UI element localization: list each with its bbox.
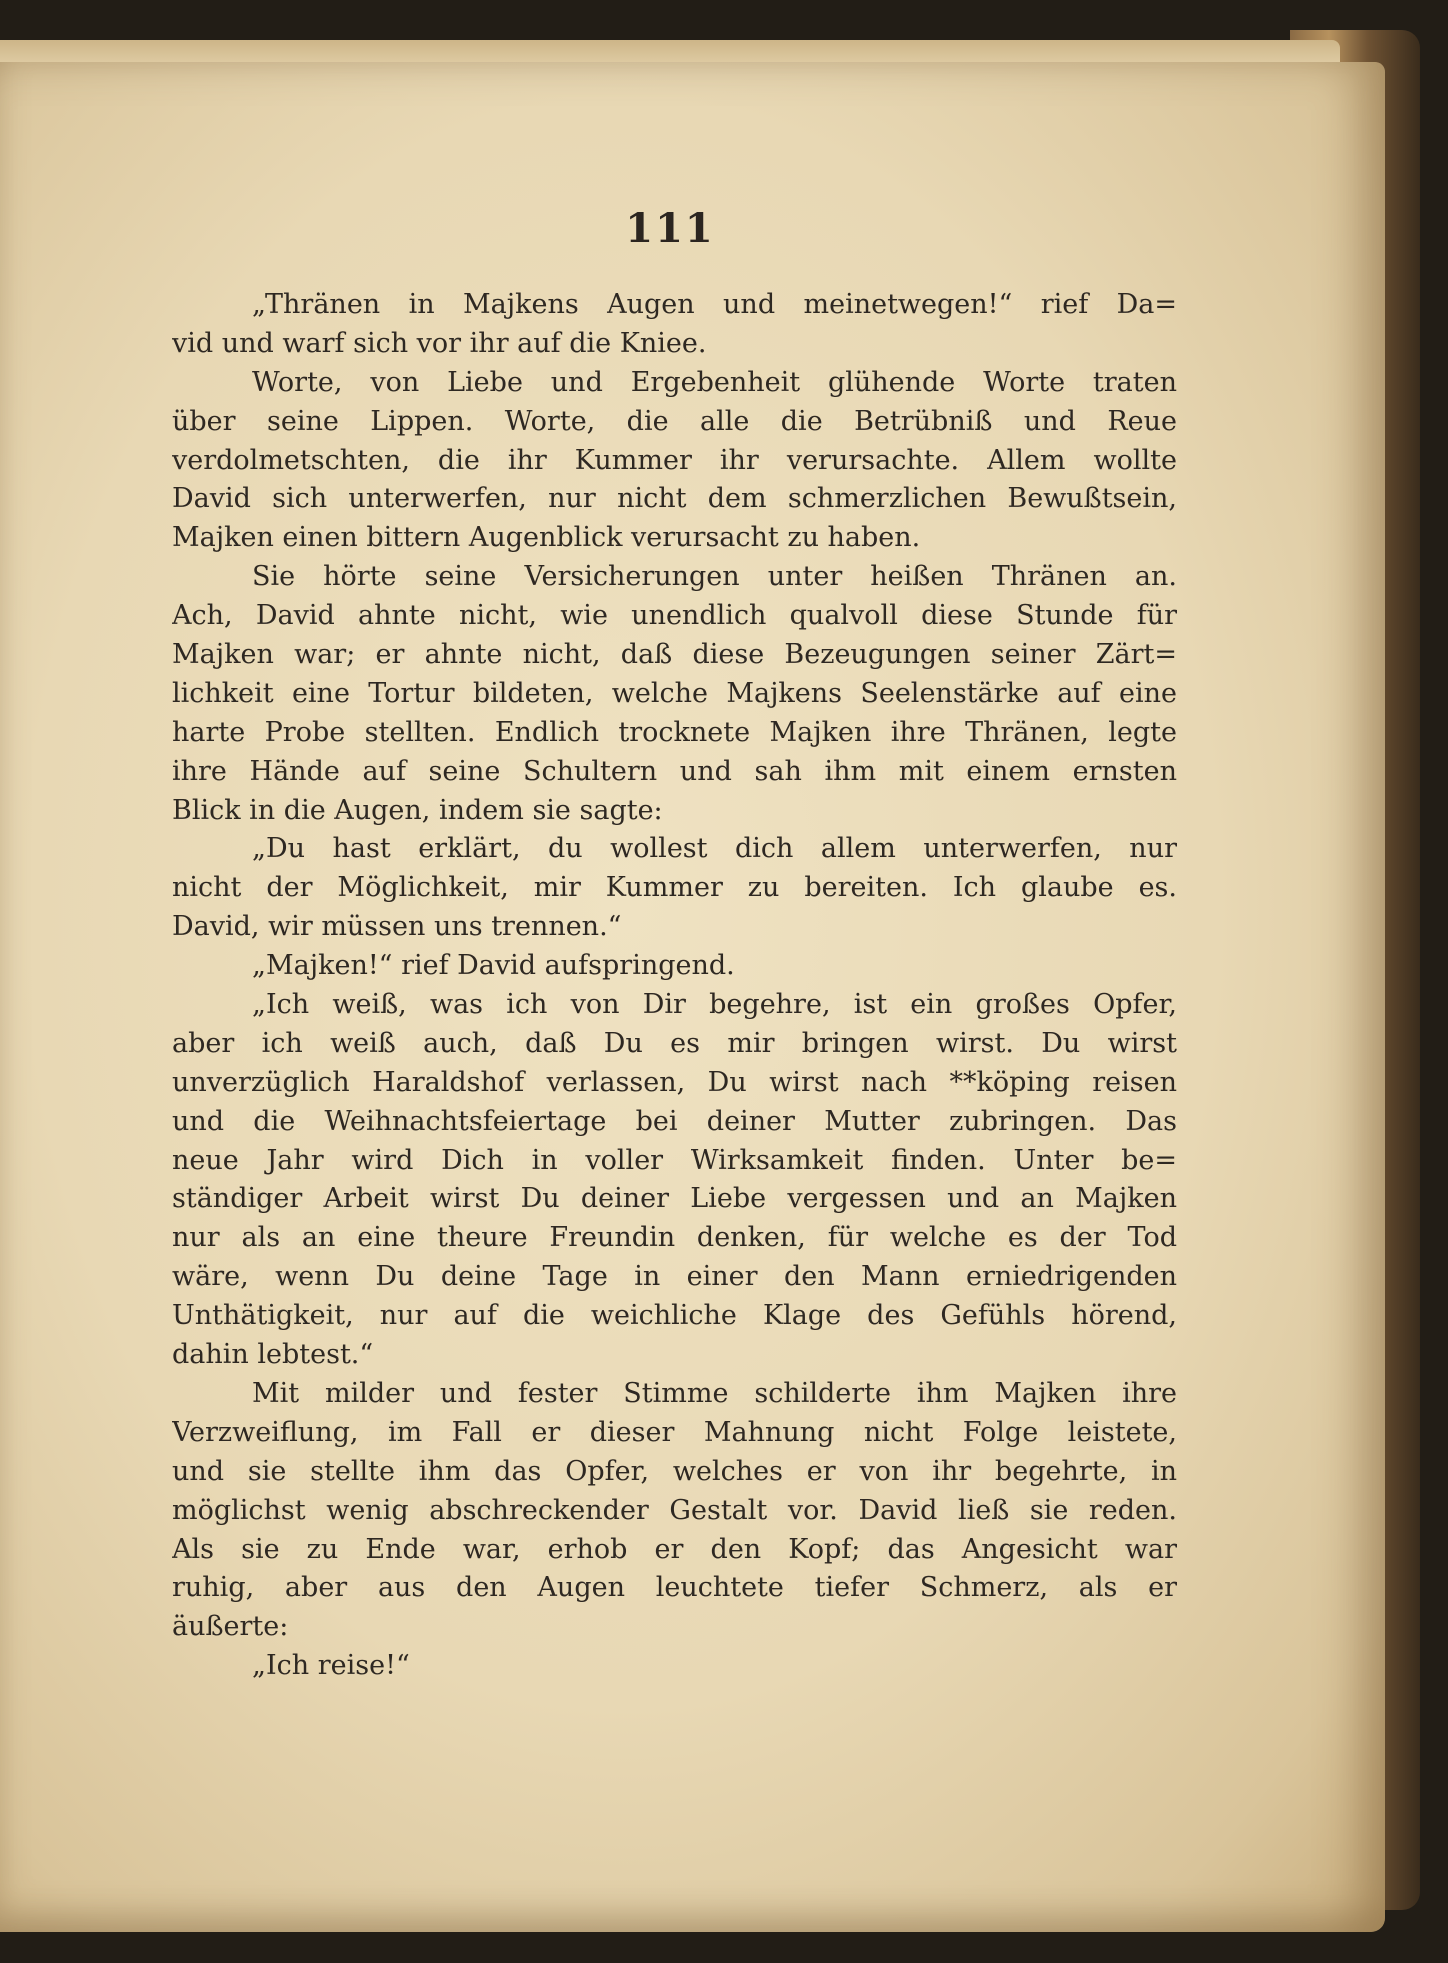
text-line: Als sie zu Ende war, erhob er den Kopf; das Angesicht war bbox=[172, 1533, 1177, 1565]
text-line: verdolmetschten, die ihr Kummer ihr verursachte. Allem wollte bbox=[172, 444, 1177, 476]
text-line: wäre, wenn Du deine Tage in einer den Mann erniedrigenden bbox=[172, 1261, 1177, 1293]
text-line: ruhig, aber aus den Augen leuchtete tiefer Schmerz, als er bbox=[172, 1572, 1177, 1604]
text-line: Worte, von Liebe und Ergebenheit glühende Worte traten bbox=[252, 366, 1177, 398]
text-line: „Thränen in Majkens Augen und meinetwegen!“ rief Da= bbox=[252, 289, 1177, 320]
text-line: und die Weihnachtsfeiertage bei deiner Mutter zubringen. Das bbox=[172, 1105, 1177, 1137]
text-line: Blick in die Augen, indem sie sagte: bbox=[172, 794, 663, 826]
text-line: und sie stellte ihm das Opfer, welches er von ihr begehrte, in bbox=[172, 1455, 1177, 1487]
text-line: Ach, David ahnte nicht, wie unendlich qualvoll diese Stunde für bbox=[172, 600, 1177, 632]
text-line: Majken einen bittern Augenblick verursacht zu haben. bbox=[172, 522, 921, 554]
text-line: äußerte: bbox=[172, 1611, 289, 1643]
text-line: „Ich reise!“ bbox=[252, 1650, 410, 1682]
text-line: neue Jahr wird Dich in voller Wirksamkeit finden. Unter be= bbox=[172, 1144, 1177, 1176]
text-line: nicht der Möglichkeit, mir Kummer zu bereiten. Ich glaube es. bbox=[172, 872, 1177, 904]
text-line: David, wir müssen uns trennen.“ bbox=[172, 911, 622, 943]
text-line: „Du hast erklärt, du wollest dich allem unterwerfen, nur bbox=[252, 833, 1177, 865]
text-line: Verzweiflung, im Fall er dieser Mahnung nicht Folge leistete, bbox=[172, 1416, 1177, 1448]
text-line: unverzüglich Haraldshof verlassen, Du wirst nach **köping reisen bbox=[172, 1066, 1177, 1098]
text-line: nur als an eine theure Freundin denken, für welche es der Tod bbox=[172, 1222, 1177, 1254]
text-line: Unthätigkeit, nur auf die weichliche Klage des Gefühls hörend, bbox=[172, 1300, 1177, 1332]
text-line: harte Probe stellten. Endlich trocknete Majken ihre Thränen, legte bbox=[172, 716, 1177, 748]
text-line: Mit milder und fester Stimme schilderte ihm Majken ihre bbox=[252, 1377, 1177, 1409]
text-line: vid und warf sich vor ihr auf die Kniee. bbox=[172, 327, 707, 359]
text-line: Majken war; er ahnte nicht, daß diese Bezeugungen seiner Zärt= bbox=[172, 639, 1177, 671]
text-line: über seine Lippen. Worte, die alle die Betrübniß und Reue bbox=[172, 405, 1177, 437]
text-line: ihre Hände auf seine Schultern und sah ihm mit einem ernsten bbox=[172, 755, 1177, 787]
text-line: aber ich weiß auch, daß Du es mir bringen wirst. Du wirst bbox=[172, 1027, 1177, 1059]
text-line: ständiger Arbeit wirst Du deiner Liebe vergessen und an Majken bbox=[172, 1183, 1177, 1215]
text-line: Sie hörte seine Versicherungen unter heißen Thränen an. bbox=[252, 561, 1177, 593]
body-text bbox=[172, 286, 1177, 1686]
text-line: lichkeit eine Tortur bildeten, welche Majkens Seelenstärke auf eine bbox=[172, 677, 1177, 709]
text-line: „Majken!“ rief David aufspringend. bbox=[252, 950, 735, 982]
text-line: möglichst wenig abschreckender Gestalt vor. David ließ sie reden. bbox=[172, 1494, 1177, 1526]
text-line: David sich unterwerfen, nur nicht dem schmerzlichen Bewußtsein, bbox=[172, 483, 1177, 515]
text-line: „Ich weiß, was ich von Dir begehre, ist ein großes Opfer, bbox=[252, 989, 1177, 1021]
text-line: dahin lebtest.“ bbox=[172, 1339, 374, 1371]
page-number: 111 bbox=[625, 205, 715, 252]
